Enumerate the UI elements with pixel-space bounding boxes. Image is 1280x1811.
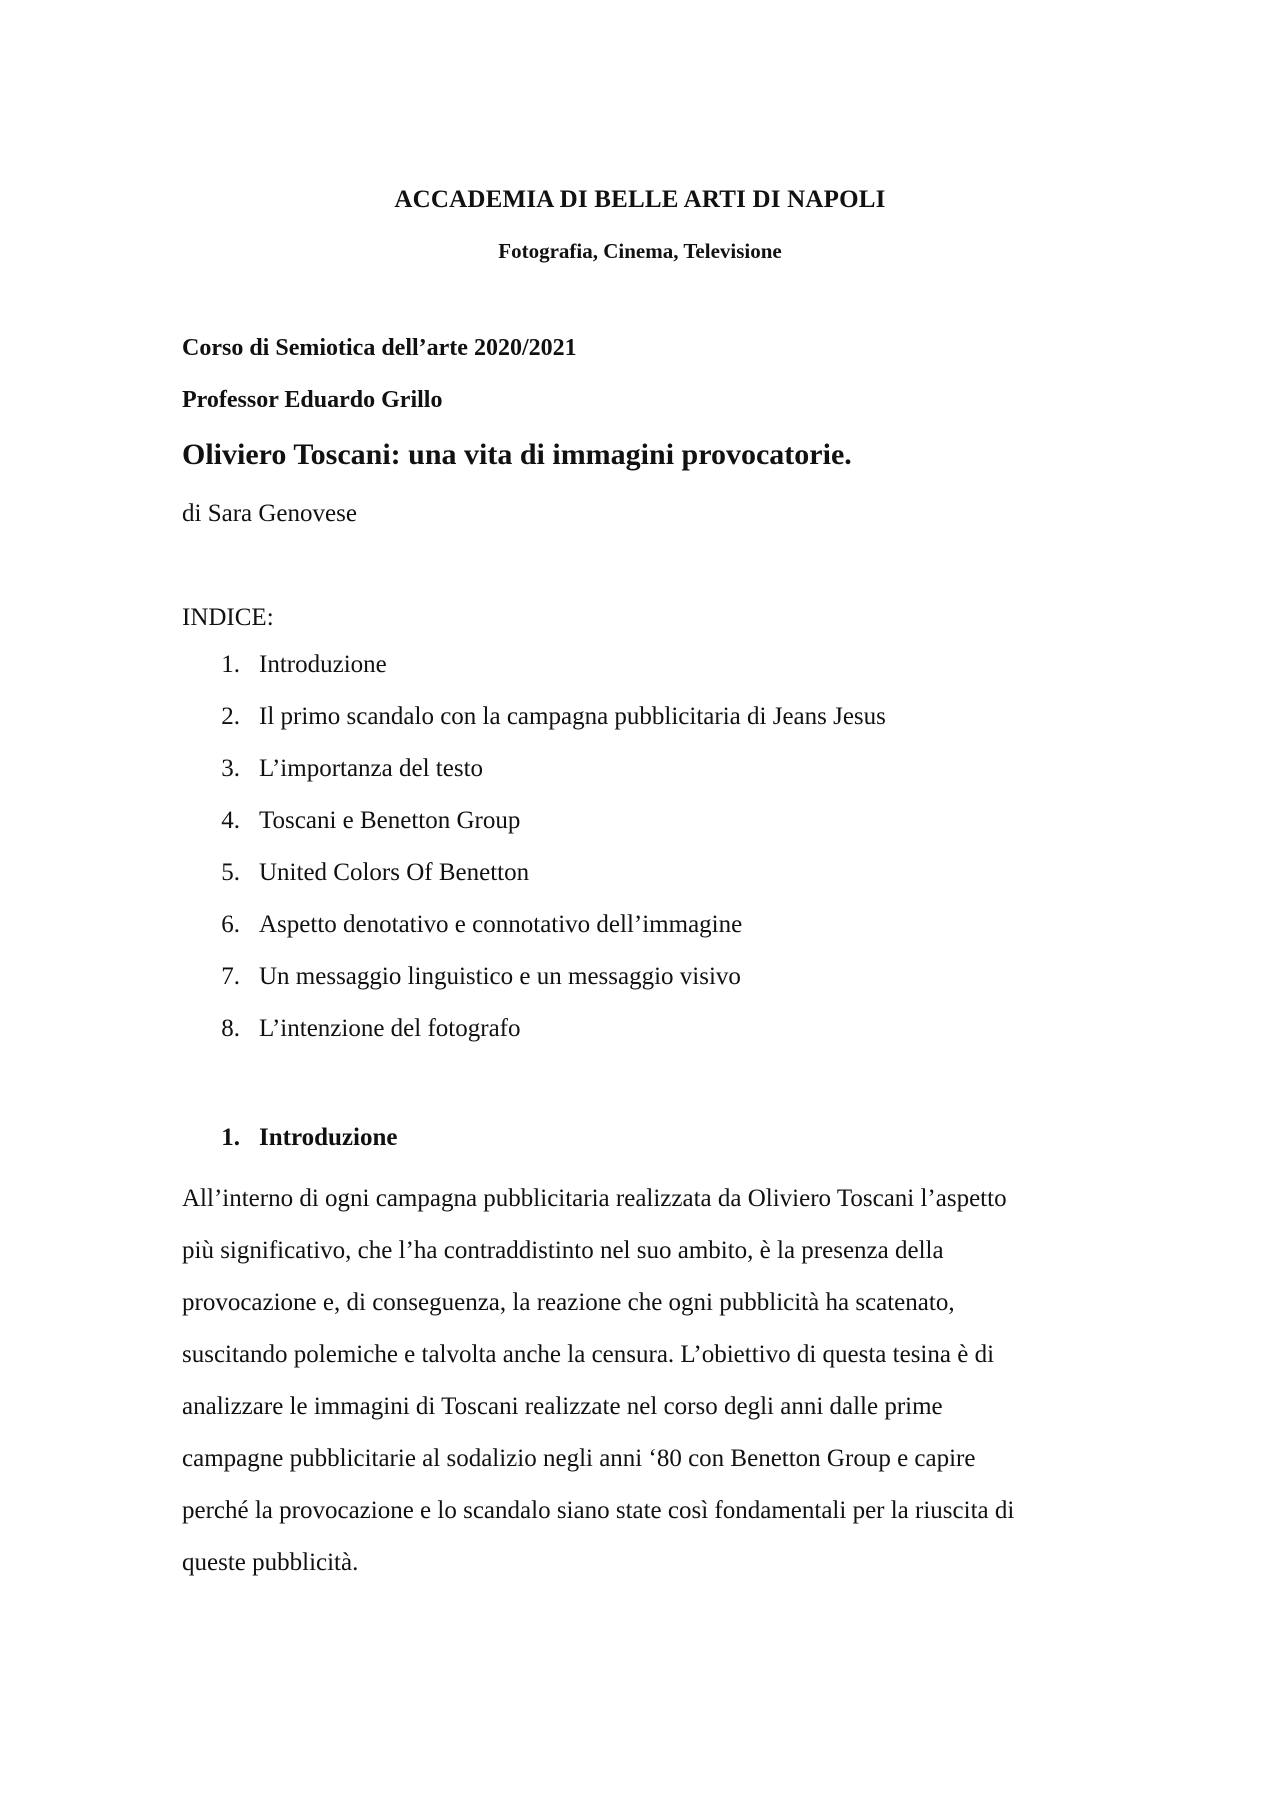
toc-item-number: 4. [221, 807, 240, 834]
toc-item-label: United Colors Of Benetton [259, 859, 530, 886]
toc-item-label: L’intenzione del fotografo [259, 1015, 521, 1042]
toc-item-label: L’importanza del testo [259, 755, 484, 782]
toc-item-number: 5. [221, 859, 240, 886]
toc-item [0, 859, 1280, 911]
table-of-contents [0, 651, 1280, 1067]
toc-item [0, 807, 1280, 859]
section-body-paragraph [182, 1173, 1142, 1589]
toc-item [0, 703, 1280, 755]
toc-item-label: Il primo scandalo con la campagna pubblicitaria di Jeans Jesus [259, 703, 886, 730]
professor-name: Professor Eduardo Grillo [182, 387, 443, 413]
toc-item [0, 1015, 1280, 1067]
toc-item-number: 6. [221, 911, 240, 938]
institution-name: ACCADEMIA DI BELLE ARTI DI NAPOLI [394, 186, 886, 213]
paragraph-line: analizzare le immagini di Toscani realizzate nel corso degli anni dalle prime [182, 1393, 943, 1420]
toc-item [0, 911, 1280, 963]
author-line: di Sara Genovese [182, 500, 357, 527]
toc-item-number: 3. [221, 755, 240, 782]
section-title: Introduzione [259, 1124, 398, 1151]
paragraph-line: suscitando polemiche e talvolta anche la censura. L’obiettivo di questa tesina è di [182, 1341, 995, 1368]
toc-item-label: Un messaggio linguistico e un messaggio visivo [259, 963, 741, 990]
index-label: INDICE: [182, 604, 274, 631]
section-number: 1. [221, 1124, 240, 1151]
paragraph-line: campagne pubblicitarie al sodalizio negli anni ‘80 con Benetton Group e capire [182, 1445, 976, 1472]
toc-item [0, 651, 1280, 703]
toc-item-label: Toscani e Benetton Group [259, 807, 521, 834]
toc-item [0, 963, 1280, 1015]
toc-item-label: Aspetto denotativo e connotativo dell’immagine [259, 911, 743, 938]
document-title: Oliviero Toscani: una vita di immagini provocatorie. [182, 438, 852, 471]
toc-item [0, 755, 1280, 807]
paragraph-line: più significativo, che l’ha contraddistinto nel suo ambito, è la presenza della [182, 1237, 944, 1264]
course-name: Corso di Semiotica dell’arte 2020/2021 [182, 335, 577, 361]
paragraph-line: provocazione e, di conseguenza, la reazione che ogni pubblicità ha scatenato, [182, 1289, 955, 1316]
paragraph-line: queste pubblicità. [182, 1549, 359, 1576]
toc-item-number: 2. [221, 703, 240, 730]
toc-item-number: 8. [221, 1015, 240, 1042]
paragraph-line: All’interno di ogni campagna pubblicitaria realizzata da Oliviero Toscani l’aspetto [182, 1185, 1007, 1212]
toc-item-number: 1. [221, 651, 240, 678]
toc-item-label: Introduzione [259, 651, 387, 678]
paragraph-line: perché la provocazione e lo scandalo siano state così fondamentali per la riuscita di [182, 1497, 1015, 1524]
department-name: Fotografia, Cinema, Televisione [498, 239, 782, 263]
toc-item-number: 7. [221, 963, 240, 990]
